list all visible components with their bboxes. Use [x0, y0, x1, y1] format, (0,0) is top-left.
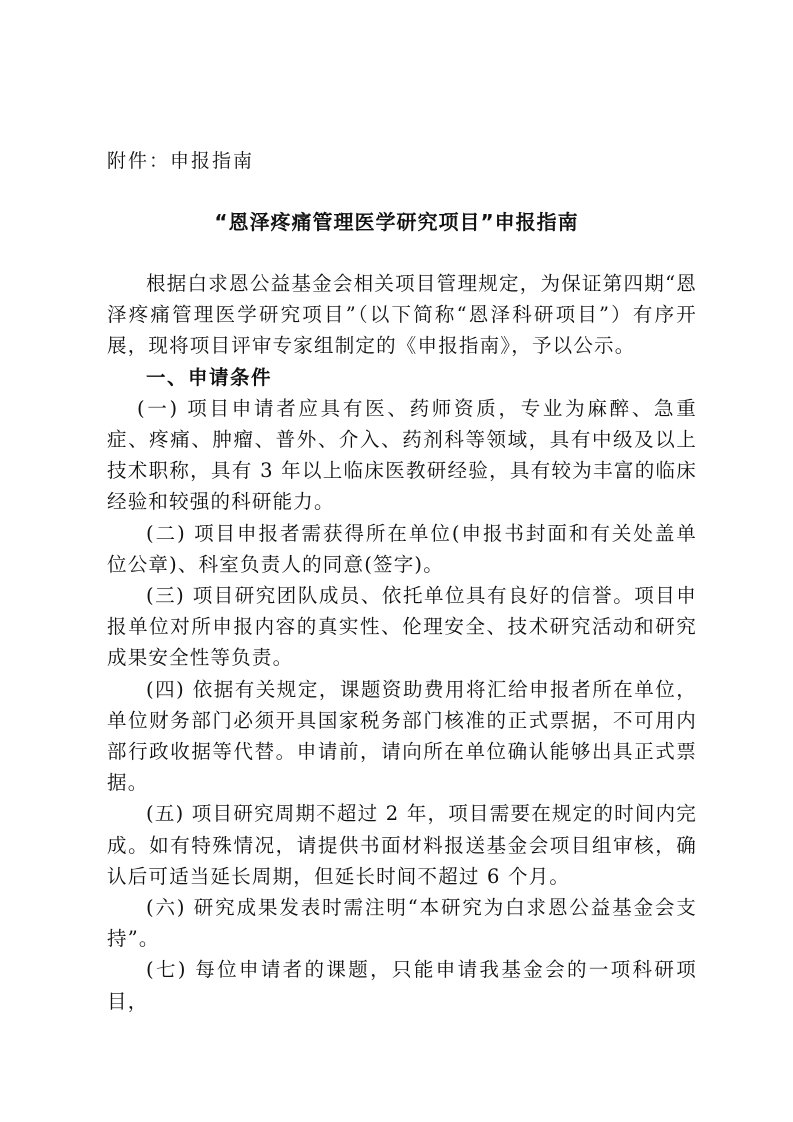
- condition-2: (二) 项目申报者需获得所在单位(申报书封面和有关处盖单位公章)、科室负责人的同意(签字)。: [107, 521, 697, 576]
- condition-1: (一) 项目申请者应具有医、药师资质，专业为麻醉、急重症、疼痛、肿瘤、普外、介入、药剂科等领域，具有中级及以上技术职称，具有 3 年以上临床医教研经验，具有较为丰富的临床经验和较强的科研能力。: [107, 396, 697, 514]
- intro-paragraph: 根据白求恩公益基金会相关项目管理规定，为保证第四期“恩泽疼痛管理医学研究项目”（以下简称“恩泽科研项目”）有序开展，现将项目评审专家组制定的《申报指南》，予以公示。: [107, 272, 697, 358]
- section-heading-application-conditions: 一、申请条件: [146, 365, 273, 389]
- condition-6: (六) 研究成果发表时需注明“本研究为白求恩公益基金会支持”。: [107, 896, 697, 951]
- condition-5: (五) 项目研究周期不超过 2 年，项目需要在规定的时间内完成。如有特殊情况，请提供书面材料报送基金会项目组审核，确认后可适当延长周期，但延长时间不超过 6 个月。: [107, 802, 697, 888]
- attachment-label: 附件：申报指南: [107, 150, 255, 172]
- condition-3: (三) 项目研究团队成员、依托单位具有良好的信誉。项目申报单位对所申报内容的真实性、伦理安全、技术研究活动和研究成果安全性等负责。: [107, 584, 697, 670]
- document-title: “恩泽疼痛管理医学研究项目”申报指南: [214, 210, 579, 234]
- document-body: [107, 268, 697, 1017]
- condition-4: (四) 依据有关规定，课题资助费用将汇给申报者所在单位，单位财务部门必须开具国家税务部门核准的正式票据，不可用内部行政收据等代替。申请前，请向所在单位确认能够出具正式票据。: [107, 677, 697, 795]
- condition-7: (七) 每位申请者的课题，只能申请我基金会的一项科研项目，: [107, 958, 697, 1013]
